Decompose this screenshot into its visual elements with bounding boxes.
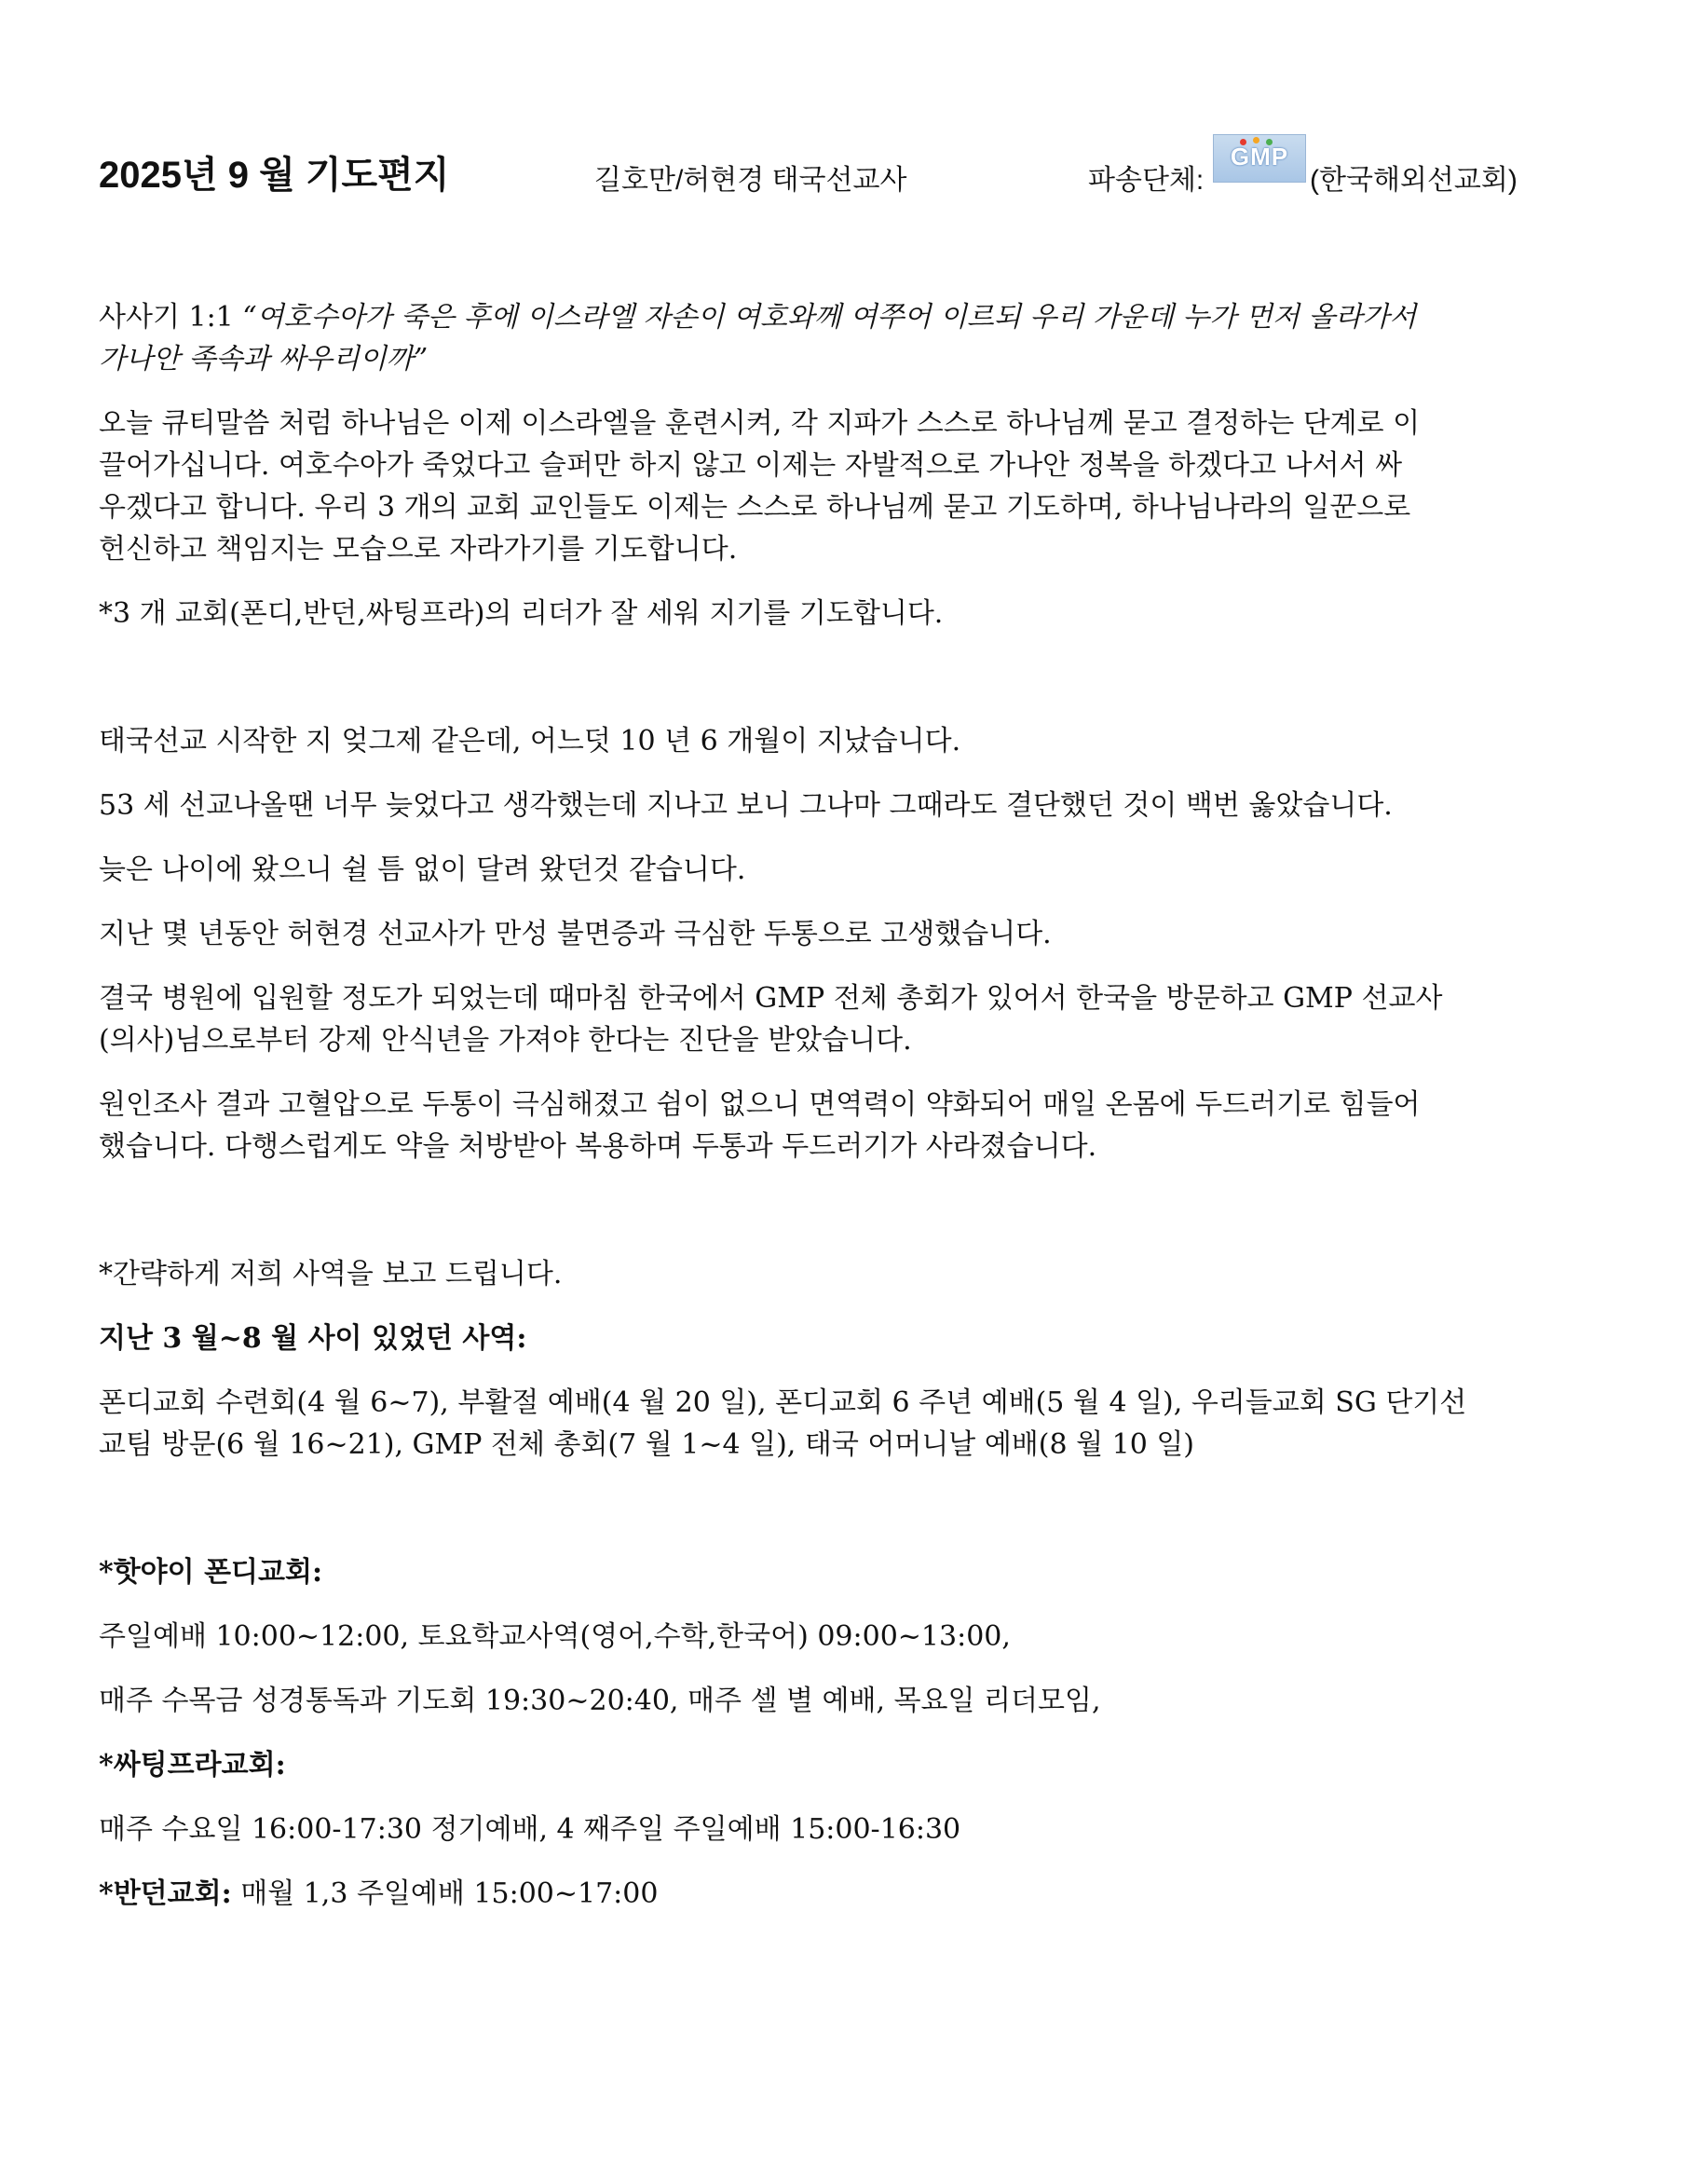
logo-text: GMP xyxy=(1230,143,1289,171)
verse-line-1 xyxy=(99,296,1589,338)
church-schedule-inline: 매월 1,3 주일예배 15:00~17:00 xyxy=(231,1877,659,1910)
qt-paragraph-line: 오늘 큐티말씀 처럼 하나님은 이제 이스라엘을 훈련시켜, 각 지파가 스스로 하나님께 묻고 결정하는 단계로 이 xyxy=(99,407,1421,440)
mission-start-paragraph: 태국선교 시작한 지 엊그제 같은데, 어느덧 10 년 6 개월이 지났습니다. xyxy=(99,725,961,758)
letter-title: 2025년 9 월 기도편지 xyxy=(99,155,450,196)
illness-paragraph: 지난 몇 년동안 허현경 선교사가 만성 불면증과 극심한 두통으로 고생했습니다. xyxy=(99,918,1052,950)
sending-org-name: (한국해외선교회) xyxy=(1310,165,1518,196)
church-schedule-line: 매주 수목금 성경통독과 기도회 19:30~20:40, 매주 셀 별 예배, 목요일 리더모임, xyxy=(99,1685,1101,1717)
church-heading-banddon: *반던교회: xyxy=(99,1877,232,1910)
verse-line-2: 가나안 족속과 싸우리이까” xyxy=(99,343,429,375)
hospital-paragraph-line: (의사)님으로부터 강제 안식년을 가져야 한다는 진단을 받았습니다. xyxy=(99,1024,912,1057)
verse-reference: 사사기 1:1 xyxy=(99,301,243,334)
gmp-logo xyxy=(1213,134,1306,183)
church-banddon-line xyxy=(99,1873,1589,1915)
qt-paragraph-line: 우겠다고 합니다. 우리 3 개의 교회 교인들도 이제는 스스로 하나님께 묻고 기도하며, 하나님나라의 일꾼으로 xyxy=(99,491,1411,524)
sending-org-label: 파송단체: xyxy=(1088,165,1205,196)
ministry-list-line: 교팀 방문(6 월 16~21), GMP 전체 총회(7 월 1~4 일), 태국 어머니날 예배(8 월 10 일) xyxy=(99,1428,1195,1461)
missionary-names: 길호만/허현경 태국선교사 xyxy=(594,165,907,196)
late-start-paragraph: 늦은 나이에 왔으니 쉴 틈 없이 달려 왔던것 같습니다. xyxy=(99,853,746,886)
age-paragraph: 53 세 선교나올땐 너무 늦었다고 생각했는데 지나고 보니 그나마 그때라도 결단했던 것이 백번 옳았습니다. xyxy=(99,789,1393,822)
report-intro: *간략하게 저희 사역을 보고 드립니다. xyxy=(99,1258,563,1290)
church-heading-satingphra: *싸팅프라교회: xyxy=(99,1749,286,1781)
church-schedule-line: 매주 수요일 16:00-17:30 정기예배, 4 째주일 주일예배 15:00-16:30 xyxy=(99,1813,961,1846)
cause-paragraph-line: 원인조사 결과 고혈압으로 두통이 극심해졌고 쉼이 없으니 면역력이 약화되어 매일 온몸에 두드러기로 힘들어 xyxy=(99,1088,1421,1121)
verse-text: “여호수아가 죽은 후에 이스라엘 자손이 여호와께 여쭈어 이르되 우리 가운데 누가 먼저 올라가서 xyxy=(242,301,1417,334)
qt-paragraph-line: 끌어가십니다. 여호수아가 죽었다고 슬퍼만 하지 않고 이제는 자발적으로 가나안 정복을 하겠다고 나서서 싸 xyxy=(99,449,1403,482)
church-heading-hatyai-pondi: *핫야이 폰디교회: xyxy=(99,1556,323,1589)
letter-header xyxy=(99,138,1589,203)
hospital-paragraph-line: 결국 병원에 입원할 정도가 되었는데 때마침 한국에서 GMP 전체 총회가 있어서 한국을 방문하고 GMP 선교사 xyxy=(99,982,1443,1015)
church-schedule-line: 주일예배 10:00~12:00, 토요학교사역(영어,수학,한국어) 09:00~13:00, xyxy=(99,1620,1011,1653)
letter-body xyxy=(99,296,1589,1915)
qt-paragraph-line: 헌신하고 책임지는 모습으로 자라가기를 기도합니다. xyxy=(99,533,738,566)
ministry-list-line: 폰디교회 수련회(4 월 6~7), 부활절 예배(4 월 20 일), 폰디교회 6 주년 예배(5 월 4 일), 우리들교회 SG 단기선 xyxy=(99,1386,1467,1419)
ministry-heading: 지난 3 월~8 월 사이 있었던 사역: xyxy=(99,1322,527,1355)
prayer-request-churches: *3 개 교회(폰디,반던,싸팅프라)의 리더가 잘 세워 지기를 기도합니다. xyxy=(99,597,944,630)
cause-paragraph-line: 했습니다. 다행스럽게도 약을 처방받아 복용하며 두통과 두드러기가 사라졌습니다. xyxy=(99,1130,1097,1163)
